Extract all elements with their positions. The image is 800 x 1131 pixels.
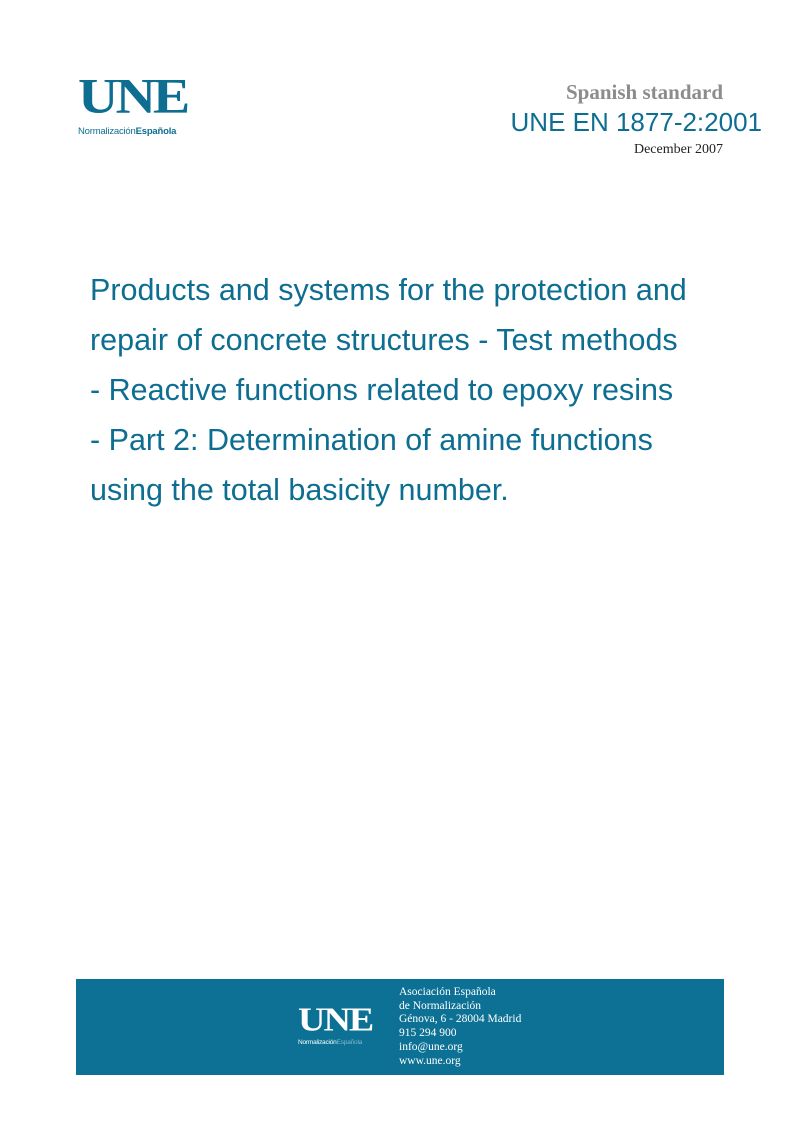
footer-une-logo [298,1003,388,1046]
footer-logo-subtitle-regular: Normalización [298,1039,337,1046]
address-org-line2: de Normalización [399,999,482,1012]
title-line: - Reactive functions related to epoxy resins [90,373,674,407]
title-line: Products and systems for the protection and [90,273,687,307]
address-phone: 915 294 900 [399,1027,457,1040]
une-logo-subtitle-regular: Normalización [78,126,136,137]
document-title [90,265,750,515]
title-line: repair of concrete structures - Test methods [90,323,678,357]
footer-logo-subtitle [298,1039,388,1046]
footer-address [399,986,521,1068]
footer-logo-subtitle-bold: Española [336,1039,363,1046]
footer-logo-mark: UNE [298,1001,373,1039]
title-line: - Part 2: Determination of amine functions [90,423,653,457]
address-email-link[interactable]: info@une.org [399,1040,463,1053]
standard-code: UNE EN 1877-2:2001 [510,107,762,137]
address-website-link[interactable]: www.une.org [399,1054,461,1067]
une-logo-subtitle-bold: Española [135,126,177,137]
une-logo-mark: UNE [78,69,188,124]
title-line: using the total basicity number. [90,473,509,507]
publication-date: December 2007 [633,142,723,157]
une-logo [78,69,196,137]
address-org-line1: Asociación Española [399,986,496,998]
standard-type-label: Spanish standard [566,80,723,104]
address-street: Génova, 6 - 28004 Madrid [399,1013,522,1026]
une-logo-subtitle [78,126,196,137]
footer-banner [76,979,724,1075]
